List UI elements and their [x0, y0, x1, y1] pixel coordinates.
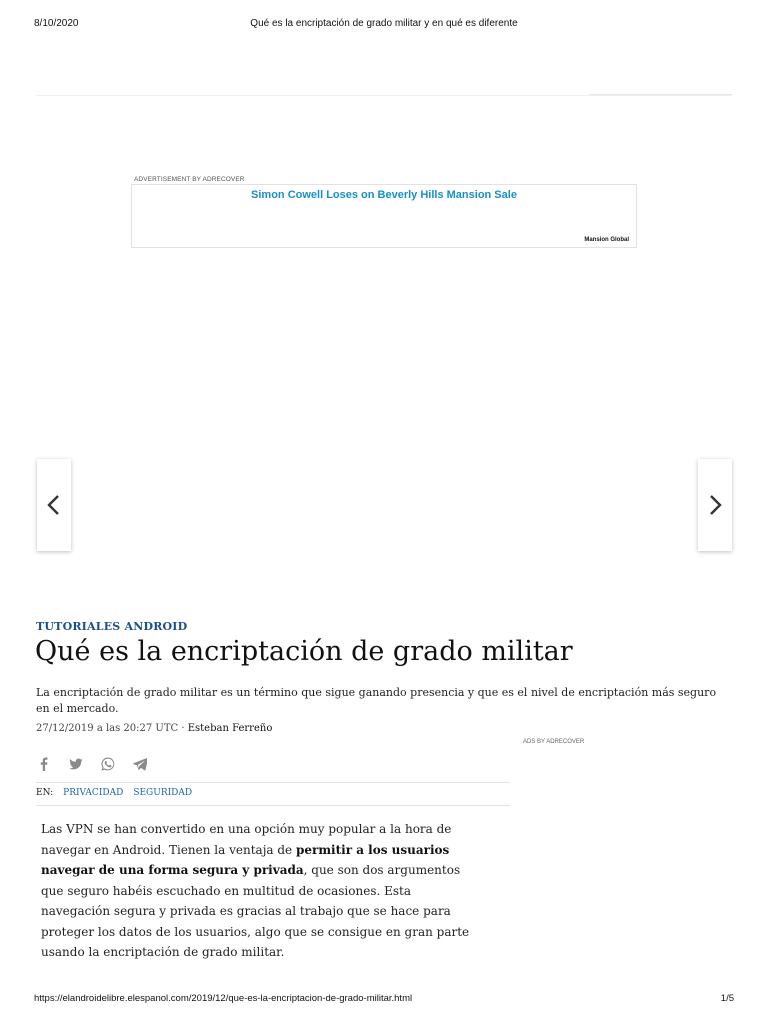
print-header — [0, 18, 768, 34]
article-byline — [36, 723, 272, 734]
print-page-title: Qué es la encriptación de grado militar y en qué es diferente — [250, 18, 518, 29]
share-twitter-button[interactable] — [68, 756, 84, 772]
share-buttons — [36, 754, 148, 774]
tags-divider-bottom — [36, 805, 510, 806]
print-date: 8/10/2020 — [34, 18, 79, 29]
ad-label: ADVERTISEMENT BY ADRECOVER — [134, 176, 245, 183]
share-whatsapp-button[interactable] — [100, 756, 116, 772]
carousel-prev-button[interactable] — [37, 459, 71, 551]
facebook-icon — [37, 757, 51, 771]
header-divider-right — [590, 94, 732, 95]
byline-separator: · — [178, 723, 188, 734]
tags-label: EN: — [36, 788, 54, 798]
print-url: https://elandroidelibre.elespanol.com/2019/12/que-es-la-encriptacion-de-grado-militar.html — [34, 993, 413, 1004]
header-divider — [36, 95, 732, 96]
ad-banner[interactable] — [131, 184, 637, 248]
side-ads-label: ADS BY ADRECOVER — [523, 739, 585, 745]
article-date: 27/12/2019 a las 20:27 UTC — [36, 723, 179, 734]
twitter-icon — [69, 757, 83, 771]
whatsapp-icon — [101, 757, 115, 771]
article-title: Qué es la encriptación de grado militar — [35, 636, 573, 667]
article-author-link[interactable]: Esteban Ferreño — [187, 723, 273, 734]
body-text-emphasis: permitir a los usuarios navegar de una forma segura y privada — [41, 842, 450, 877]
share-telegram-button[interactable] — [132, 756, 148, 772]
tag-seguridad-link[interactable]: SEGURIDAD — [133, 788, 193, 798]
body-text-part1: Las VPN se han convertido en una opción muy popular a la hora de navegar en Android. Tienen la ventaja de — [41, 822, 452, 857]
tags-divider-top — [36, 782, 510, 783]
article-tags — [36, 788, 192, 798]
chevron-left-icon — [46, 494, 62, 516]
chevron-right-icon — [707, 494, 723, 516]
share-facebook-button[interactable] — [36, 756, 52, 772]
print-page-number: 1/5 — [720, 993, 734, 1004]
article-subtitle: La encriptación de grado militar es un término que sigue ganando presencia y que es el nivel de encriptación más seguro en el mercado. — [36, 686, 717, 715]
ad-headline-link[interactable]: Simon Cowell Loses on Beverly Hills Mansion Sale — [251, 189, 517, 201]
article-category-link[interactable]: TUTORIALES ANDROID — [36, 620, 188, 633]
telegram-icon — [133, 757, 147, 771]
article-body-paragraph — [41, 819, 483, 963]
ad-source: Mansion Global — [584, 237, 629, 243]
tag-privacidad-link[interactable]: PRIVACIDAD — [63, 788, 124, 798]
carousel-next-button[interactable] — [698, 459, 732, 551]
body-text-part2: , que son dos argumentos que seguro habéis escuchado en multitud de ocasiones. Esta navegación segura y privada es gracias al trabajo que se hace para proteger los datos de los usuarios, algo que se consigue en gran parte usando la encriptación de grado militar. — [41, 863, 470, 959]
print-footer — [0, 993, 768, 1007]
